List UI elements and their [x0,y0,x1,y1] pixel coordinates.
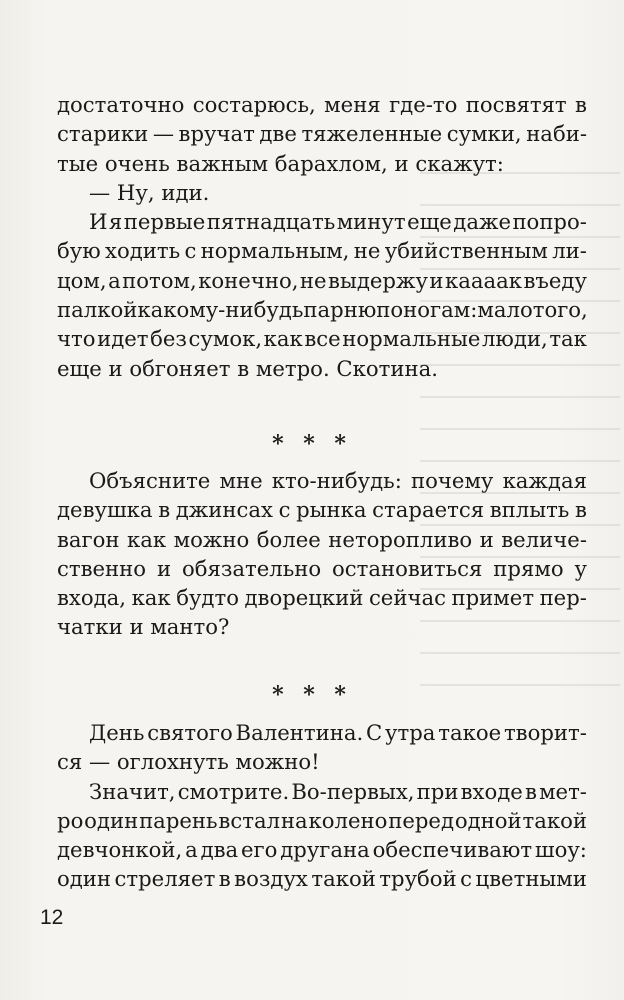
text-line: девчонкой, а два его другана обеспечивают шоу: [57,837,587,863]
section-separator-2: * * * [272,682,352,708]
text-line: еще и обгоняет в метро. Скотина. [57,355,438,381]
text-line: Значит, смотрите. Во-первых, при входе в мет- [89,778,587,804]
text-line: старики — вручат две тяжеленные сумки, наби- [57,121,587,147]
text-line: ро один парень встал на колено перед одной такой [57,807,587,833]
text-line: палкой какому-нибудь парню по ногам: мало того, [57,297,588,323]
paragraph-block-3 [57,718,587,894]
text-line: достаточно состарюсь, меня где-то посвятят в [57,92,587,117]
text-line: цом, а потом, конечно, не выдержу и каааак въеду [57,267,587,293]
text-line: входа, как будто дворецкий сейчас примет пер- [57,585,587,611]
text-line: девушка в джинсах с рынка старается вплыть в [57,497,587,523]
text-line: бую ходить с нормальным, не убийственным ли- [57,238,587,264]
paragraph-block-2 [57,466,587,642]
text-line: ственно и обязательно остановиться прямо у [57,555,587,581]
text-line: ся — оглохнуть можно! [57,749,320,775]
text-line: что идет без сумок, как все нормальные люди, так [57,326,587,352]
text-line: И я первые пятнадцать минут еще даже попро- [89,209,587,235]
text-line: тые очень важным барахлом, и скажут: [57,150,504,176]
text-line: Объясните мне кто-нибудь: почему каждая [89,468,587,493]
text-line: вагон как можно более неторопливо и величе- [57,526,587,552]
section-separator-1: * * * [272,431,352,457]
paragraph-block-1 [57,90,587,383]
text-line: чатки и манто? [57,614,230,640]
text-line: День святого Валентина. С утра такое творит- [89,720,587,745]
page-number: 12 [40,906,64,929]
text-line: — Ну, иди. [89,179,210,205]
text-line: один стреляет в воздух такой трубой с цветными [57,866,587,892]
